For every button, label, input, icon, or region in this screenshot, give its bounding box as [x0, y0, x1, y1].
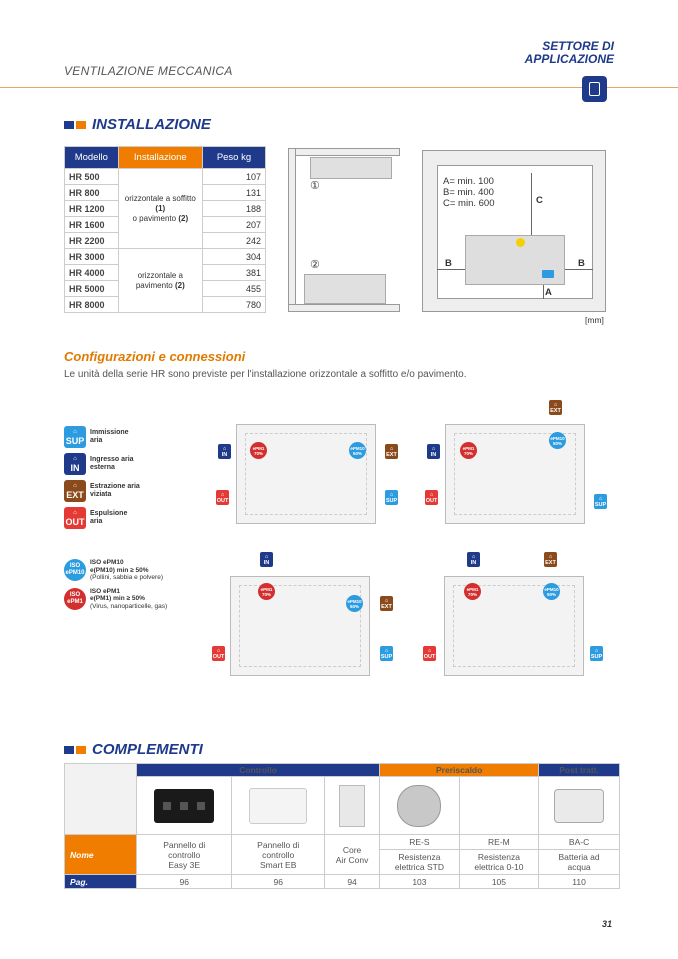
- table-row: [65, 249, 266, 265]
- badge-code: OUT: [65, 517, 85, 527]
- model-cell: HR 800: [65, 185, 119, 201]
- out-icon: ⌂ OUT: [64, 507, 86, 529]
- in-icon: ⌂ IN: [260, 552, 273, 567]
- unit-outline: [239, 585, 361, 667]
- mini-label: SUP: [380, 653, 393, 660]
- code-cell: RE-M: [459, 835, 539, 850]
- name-cell: [324, 835, 379, 875]
- mini-label: IN: [263, 559, 270, 566]
- product-image-easy3e: [137, 777, 232, 835]
- group-preriscaldo: Preriscaldo: [380, 764, 539, 777]
- mini-label: IN: [470, 559, 477, 566]
- name-line: Pannello di: [257, 839, 300, 850]
- peso-cell: 455: [202, 281, 265, 297]
- name-line: controllo: [168, 849, 201, 860]
- filter-efficiency: e(PM10) min ≥ 50%: [90, 566, 149, 574]
- col-installazione: Installazione: [118, 147, 202, 169]
- label-b-right: B: [578, 258, 585, 269]
- floor-slab: [288, 304, 400, 312]
- pag-cell: 103: [380, 875, 459, 889]
- sup-icon: ⌂ SUP: [594, 495, 607, 508]
- legend-item-out: [64, 507, 140, 529]
- config-unit-1: [236, 424, 376, 524]
- peso-cell: 107: [202, 169, 265, 185]
- complementi-title: COMPLEMENTI: [92, 741, 203, 758]
- flow-legend: [64, 426, 140, 529]
- filter-text: [90, 588, 167, 611]
- filter-title: ISO ePM10: [90, 559, 124, 566]
- dim-b-text: B= min. 400: [443, 187, 494, 198]
- mounting-drawing: [288, 148, 400, 312]
- filter-legend: [64, 559, 167, 610]
- corner-cell: [65, 764, 137, 835]
- legend-line: Immissione: [90, 429, 129, 436]
- in-icon: ⌂ IN: [427, 444, 440, 459]
- mini-label: OUT: [216, 497, 229, 504]
- sup-icon: ⌂ SUP: [385, 491, 398, 504]
- dim-line-b-left: [437, 269, 465, 270]
- mini-label: OUT: [423, 653, 436, 660]
- coil-icon: [554, 789, 604, 823]
- peso-cell: 304: [202, 249, 265, 265]
- badge-code: IN: [70, 463, 80, 473]
- mini-label: OUT: [212, 653, 225, 660]
- row-label-pag: Pag.: [65, 875, 137, 889]
- out-icon: ⌂ OUT: [212, 647, 225, 660]
- legend-text: [90, 483, 140, 499]
- pag-cell: 96: [137, 875, 232, 889]
- mini-label: OUT: [425, 497, 438, 504]
- pag-cell: 94: [324, 875, 379, 889]
- epm1-filter-icon: ePM1 70%: [460, 442, 477, 459]
- model-cell: HR 3000: [65, 249, 119, 265]
- out-icon: ⌂ OUT: [425, 491, 438, 504]
- desc-cell: [380, 850, 459, 875]
- mini-label: SUP: [590, 653, 603, 660]
- group-post-trattamento: Post tratt.: [539, 764, 620, 777]
- legend-text: [90, 429, 129, 445]
- name-line: Easy 3E: [168, 859, 201, 870]
- desc-line: Batteria ad: [558, 852, 600, 862]
- filter-note: (Virus, nanoparticelle, gas): [90, 602, 168, 610]
- name-line: Pannello di: [163, 839, 206, 850]
- mini-label: IN: [221, 451, 228, 458]
- out-icon: ⌂ OUT: [423, 647, 436, 660]
- install-ref: (1): [155, 203, 166, 213]
- ext-icon: ⌂ EXT: [386, 445, 397, 458]
- legend-line: esterna: [90, 464, 115, 471]
- legend-line: Ingresso aria: [90, 456, 134, 463]
- epm1-filter-icon: ePM1 70%: [258, 583, 275, 600]
- mini-label: SUP: [385, 497, 398, 504]
- warning-icon: [516, 238, 525, 247]
- installazione-title: INSTALLAZIONE: [92, 116, 211, 133]
- table-header-row: [65, 147, 266, 169]
- name-line: Core: [342, 844, 362, 855]
- sup-icon: ⌂ SUP: [64, 426, 86, 448]
- epm-badge-line: ISO: [69, 563, 81, 570]
- marker-1: ①: [310, 180, 320, 192]
- clearance-drawing: [422, 150, 606, 312]
- mini-label: EXT: [545, 559, 556, 566]
- legend-line: aria: [90, 518, 103, 525]
- complementi-heading: [64, 741, 203, 758]
- peso-cell: 207: [202, 217, 265, 233]
- installazione-table: [64, 146, 266, 313]
- table-row: [65, 169, 266, 185]
- settore-title: [525, 40, 614, 66]
- epm1-filter-icon: ePM1 70%: [464, 583, 481, 600]
- epm10-filter-icon: ePM10 50%: [543, 583, 560, 600]
- installazione-heading: [64, 116, 211, 133]
- mini-label: EXT: [386, 451, 397, 458]
- sup-icon: ⌂ SUP: [590, 647, 603, 660]
- heater-icon: [397, 785, 441, 827]
- install-type-cell: [118, 169, 202, 249]
- peso-cell: 780: [202, 297, 265, 313]
- config-title: Configurazioni e connessioni: [64, 349, 246, 364]
- panel-icon: [249, 788, 307, 824]
- epm1-filter-icon: ePM1 70%: [250, 442, 267, 459]
- code-cell: RE-S: [380, 835, 459, 850]
- epm10-filter-icon: ePM10 50%: [349, 442, 366, 459]
- ext-icon: ⌂ EXT: [381, 597, 392, 610]
- complementi-table: [64, 763, 620, 889]
- page-number: 31: [601, 919, 612, 929]
- legend-text: [90, 510, 127, 526]
- label-a: A: [545, 287, 552, 298]
- install-text: orizzontale a: [137, 270, 183, 280]
- marker-2: ②: [310, 259, 320, 271]
- label-b-left: B: [445, 258, 452, 269]
- name-cell: [137, 835, 232, 875]
- filter-item-epm10: [64, 559, 167, 582]
- mini-label: EXT: [550, 407, 561, 414]
- install-type-cell: [118, 249, 202, 313]
- epm1-icon: [64, 588, 86, 610]
- nome-row: [65, 835, 620, 850]
- name-line: Smart EB: [260, 859, 297, 870]
- header-divider: [0, 87, 678, 88]
- settore-line1: SETTORE DI: [542, 39, 614, 53]
- peso-cell: 381: [202, 265, 265, 281]
- config-description: Le unità della serie HR sono previste per l'installazione orizzontale a soffitto e/o pavimento.: [64, 369, 467, 380]
- wall-left: [288, 148, 296, 312]
- desc-line: elettrica STD: [394, 862, 444, 872]
- peso-cell: 188: [202, 201, 265, 217]
- pag-row: [65, 875, 620, 889]
- ext-icon: ⌂ EXT: [64, 480, 86, 502]
- ext-icon: ⌂ EXT: [550, 401, 561, 414]
- dim-line-b-right: [565, 269, 593, 270]
- model-cell: HR 500: [65, 169, 119, 185]
- pag-cell: 110: [539, 875, 620, 889]
- legend-item-sup: [64, 426, 140, 448]
- settore-line2: APPLICAZIONE: [524, 52, 614, 66]
- section-bullet-icon: [64, 121, 86, 129]
- label-c: C: [536, 195, 543, 206]
- model-cell: HR 1600: [65, 217, 119, 233]
- desc-line: Resistenza: [477, 852, 520, 862]
- hr-unit: [465, 235, 565, 285]
- col-peso: Peso kg: [202, 147, 265, 169]
- image-row: [65, 777, 620, 835]
- legend-line: Espulsione: [90, 510, 128, 517]
- install-ref: (2): [175, 280, 185, 290]
- filter-title: ISO ePM1: [90, 587, 120, 595]
- filter-text: [90, 559, 163, 582]
- product-image-coreairconv: [324, 777, 379, 835]
- section-bullet-icon: [64, 746, 86, 754]
- ceiling-unit: [310, 157, 392, 179]
- mini-label: EXT: [381, 603, 392, 610]
- legend-item-ext: [64, 480, 140, 502]
- legend-line: Estrazione aria: [90, 483, 140, 490]
- in-icon: ⌂ IN: [218, 444, 231, 459]
- ceiling-slab: [288, 148, 400, 156]
- peso-cell: 242: [202, 233, 265, 249]
- floor-unit: [304, 274, 386, 304]
- epm10-icon: [64, 559, 86, 581]
- model-cell: HR 4000: [65, 265, 119, 281]
- model-cell: HR 5000: [65, 281, 119, 297]
- dim-a-text: A= min. 100: [443, 176, 494, 187]
- epm-badge-line: ePM10: [65, 570, 85, 577]
- legend-line: viziata: [90, 491, 112, 498]
- out-icon: ⌂ OUT: [216, 491, 229, 504]
- badge-code: EXT: [66, 490, 84, 500]
- install-text: orizzontale a soffitto: [124, 193, 196, 203]
- product-image-bac: [539, 777, 620, 835]
- name-line: controllo: [262, 849, 295, 860]
- unit-mm: [mm]: [585, 315, 604, 325]
- row-label-nome: Nome: [65, 835, 137, 875]
- product-image-res: [380, 777, 459, 835]
- name-cell: [232, 835, 325, 875]
- control-icon: [542, 270, 554, 278]
- desc-cell: [459, 850, 539, 875]
- model-cell: HR 2200: [65, 233, 119, 249]
- legend-line: aria: [90, 437, 103, 444]
- install-ref: (2): [178, 213, 189, 223]
- epm-badge-line: ePM1: [67, 598, 83, 605]
- filter-item-epm1: [64, 588, 167, 611]
- dim-line-a: [543, 285, 544, 299]
- in-icon: ⌂ IN: [64, 453, 86, 475]
- product-image-rem: [459, 777, 539, 835]
- pag-cell: 105: [459, 875, 539, 889]
- install-text: o pavimento: [132, 213, 177, 223]
- legend-text: [90, 456, 134, 472]
- dim-c-text: C= min. 600: [443, 198, 495, 209]
- desc-line: Resistenza: [398, 852, 441, 862]
- filter-efficiency: e(PM1) min ≥ 50%: [90, 595, 145, 602]
- model-cell: HR 8000: [65, 297, 119, 313]
- section-header: VENTILAZIONE MECCANICA: [64, 64, 233, 78]
- group-controllo: Controllo: [137, 764, 380, 777]
- panel-icon: [154, 789, 214, 823]
- pag-cell: 96: [232, 875, 325, 889]
- install-text: pavimento: [135, 280, 173, 290]
- col-modello: Modello: [65, 147, 119, 169]
- desc-line: elettrica 0-10: [474, 862, 524, 872]
- in-icon: ⌂ IN: [467, 552, 480, 567]
- epm10-filter-icon: ePM10 50%: [549, 432, 566, 449]
- name-line: Air Conv: [335, 854, 369, 865]
- config-unit-3: [230, 576, 370, 676]
- dim-legend: [443, 176, 495, 209]
- desc-cell: [539, 850, 620, 875]
- building-icon: [582, 76, 607, 102]
- module-icon: [339, 785, 365, 827]
- peso-cell: 131: [202, 185, 265, 201]
- group-header-row: [65, 764, 620, 777]
- epm10-filter-icon: ePM10 50%: [346, 595, 363, 612]
- mini-label: IN: [430, 451, 437, 458]
- product-image-smarteb: [232, 777, 325, 835]
- filter-note: (Pollini, sabbia e polvere): [90, 574, 163, 581]
- model-cell: HR 1200: [65, 201, 119, 217]
- epm-badge-line: ISO: [69, 591, 81, 598]
- mini-label: SUP: [594, 501, 607, 508]
- legend-item-in: [64, 453, 140, 475]
- badge-code: SUP: [65, 436, 85, 446]
- code-cell: BA-C: [539, 835, 620, 850]
- sup-icon: ⌂ SUP: [380, 647, 393, 660]
- dim-line-c: [531, 173, 532, 235]
- desc-line: acqua: [567, 862, 591, 872]
- ext-icon: ⌂ EXT: [545, 553, 556, 566]
